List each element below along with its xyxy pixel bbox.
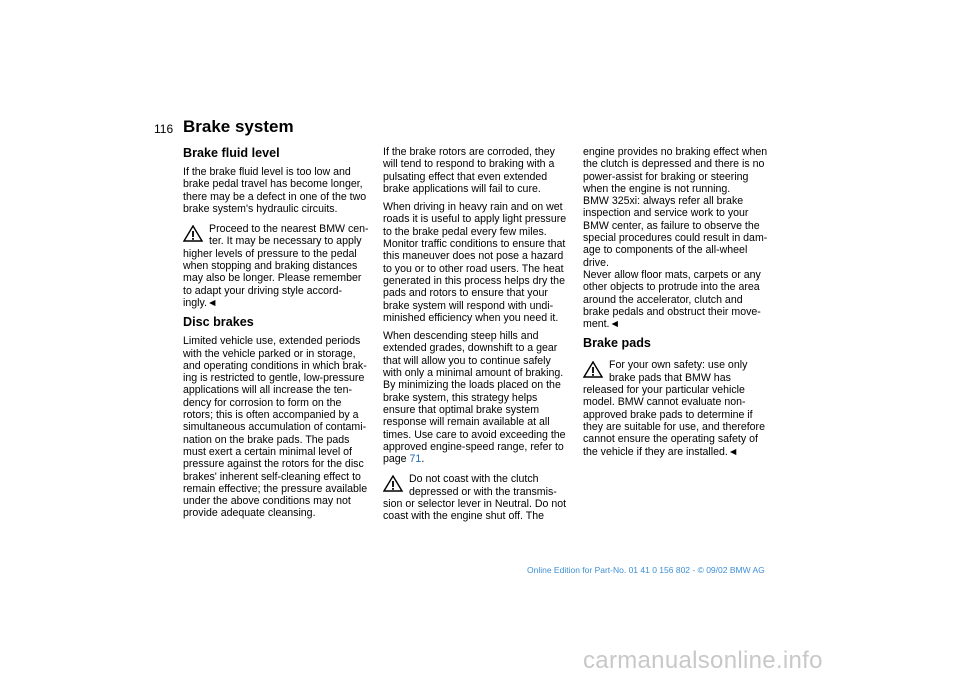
warning-triangle-icon [383, 475, 403, 492]
steep-hills-text: When descending steep hills and extended grades, downshift to a gear that will allow you to continue safely with only a minimal amount of braking. By minimizing the loads placed on the brake system, this strategy helps ensure that optimal brake system response will remain available at all times. Use care to avoid exceeding the approved engine-speed range, refer to page [383, 330, 566, 466]
page-number: 116 [154, 122, 174, 136]
heading-disc-brakes: Disc brakes [183, 315, 254, 330]
warning-text-pads: For your own safety: use only brake pads that BMW has released for your particular vehicle model. BMW cannot evaluate non- approved brake pads to determine if they are suitable for use, and therefore cannot ensure the operating safety of the vehicle if they are installed.◄ [583, 359, 765, 458]
column-3 [583, 146, 777, 464]
steep-hills-end: . [421, 453, 425, 466]
heading-brake-fluid-level: Brake fluid level [183, 146, 280, 160]
brake-fluid-paragraph: If the brake fluid level is too low and brake pedal travel has become longer, there may be a defect in one of the two brake system's hydraulic circuits. [183, 166, 367, 215]
steep-hills-paragraph [383, 330, 577, 465]
warning-note-fluid [183, 223, 377, 309]
footer-edition-note: Online Edition for Part-No. 01 41 0 156 802 - © 09/02 BMW AG [527, 565, 765, 575]
warning-note-pads [583, 359, 777, 457]
watermark: carmanualsonline.info [583, 647, 823, 674]
heading-brake-pads: Brake pads [583, 336, 651, 351]
warning-triangle-icon [183, 225, 203, 242]
warning-text-fluid: Proceed to the nearest BMW cen- ter. It may be necessary to apply higher levels of pressure to the pedal when stopping and braking distances may also be longer. Please remember to adapt your driving style accord- ingly.◄ [183, 223, 369, 309]
column-2 [383, 146, 577, 529]
chapter-title: Brake system [183, 117, 294, 136]
page-71-link[interactable]: 71 [409, 453, 422, 466]
coast-continued-paragraph: engine provides no braking effect when the clutch is depressed and there is no power-assist for braking or steering when the engine is not running. BMW 325xi: always refer all brake inspection and service work to your BMW center, as failure to observe the special procedures could result in dam- age to components of the all-wheel drive. Never allow floor mats, carpets or any other objects to protrude into the area around the accelerator, clutch and brake pedals and obstruct their move- ment.◄ [583, 146, 768, 331]
disc-brakes-paragraph: Limited vehicle use, extended periods with the vehicle parked or in storage, and operating conditions in which brak- ing is restricted to gentle, low-pressure applications will all increase the ten- dency for corrosion to form on the rotors; this is often accompanied by a simultaneous accumulation of contami- nation on the brake pads. The pads must exert a certain minimal level of pressure against the rotors for the disc brakes' inherent self-cleaning effect to remain effective; the pressure available under the above conditions may not provide adequate cleansing. [183, 335, 368, 520]
warning-triangle-icon [583, 361, 603, 378]
corroded-rotors-paragraph: If the brake rotors are corroded, they will tend to respond to braking with a pulsating effect that even extended brake applications will fail to cure. [383, 146, 555, 195]
wet-roads-paragraph: When driving in heavy rain and on wet roads it is useful to apply light pressure to the brake pedal every few miles. Monitor traffic conditions to ensure that this maneuver does not pose a hazard to you or to other road users. The heat generated in this process helps dry the pads and rotors to ensure that your brake system will respond with undi- minished efficiency when you need it. [383, 201, 567, 324]
warning-note-coast [383, 473, 577, 522]
warning-text-coast: Do not coast with the clutch depressed or with the transmis- sion or selector lever in Neutral. Do not coast with the engine shut off. The [383, 473, 567, 523]
column-1 [183, 146, 377, 526]
